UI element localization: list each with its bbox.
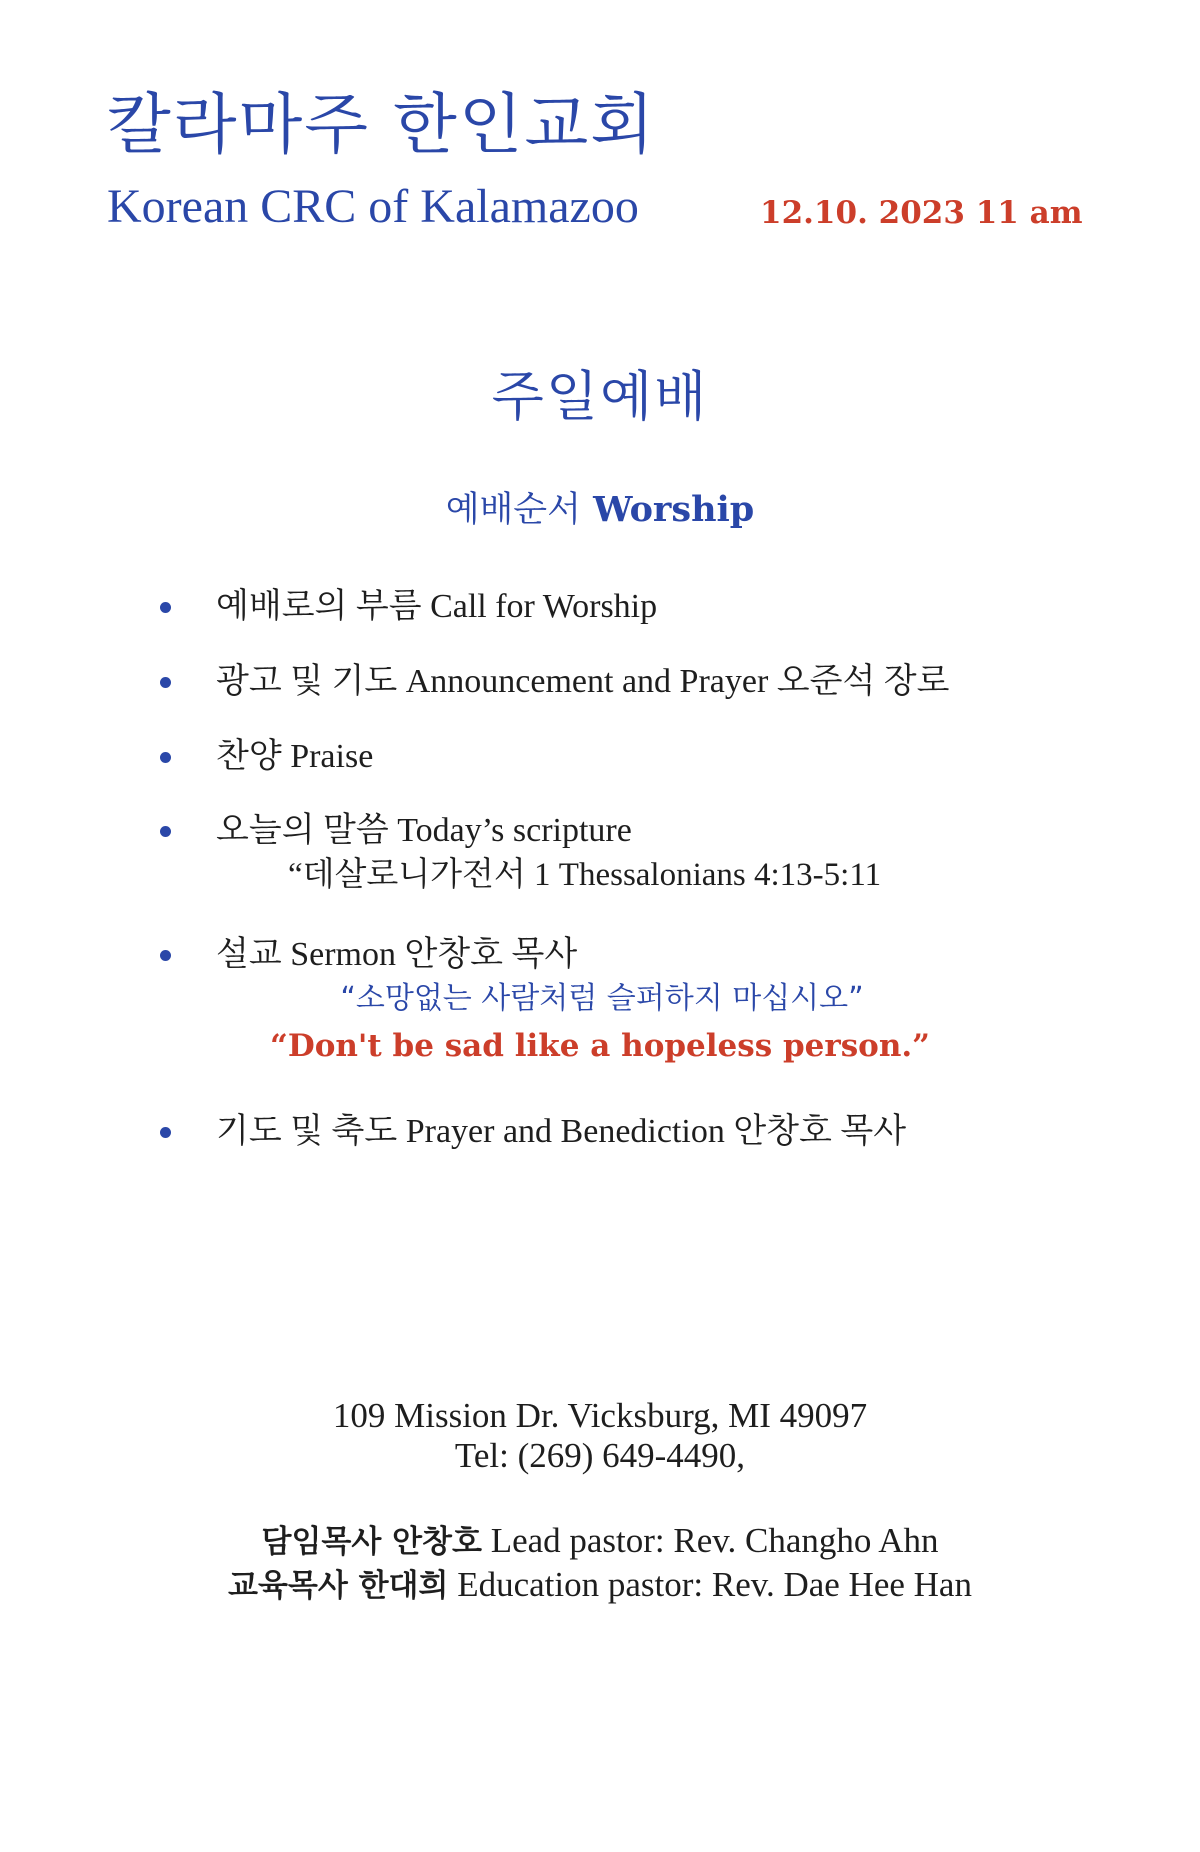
church-name-korean: 칼라마주 한인교회 [107,86,657,163]
list-item-text: 기도 및 축도 Prayer and Benediction 안창호 목사 [216,1113,907,1150]
order-heading-english: Worship [593,489,755,530]
list-item-text: 찬양 Praise [216,738,374,775]
bullet-icon [160,1127,171,1138]
service-date: 12.10. 2023 11 am [760,195,1083,231]
order-of-worship-heading [0,489,1200,530]
bullet-icon [160,677,171,688]
bullet-icon [160,752,171,763]
church-phone: Tel: (269) 649-4490, [454,1436,746,1475]
scripture-reference: “데살로니가전서 1 Thessalonians 4:13-5:11 [288,857,882,893]
service-title: 주일예배 [491,365,709,428]
lead-pastor-line [0,1523,1200,1558]
sermon-title-korean: “소망없는 사람처럼 슬퍼하지 마십시오” [340,981,864,1016]
church-name-english: Korean CRC of Kalamazoo [107,180,639,233]
list-item-text: 설교 Sermon 안창호 목사 [216,936,578,973]
lead-pastor-korean: 담임목사 안창호 [261,1524,482,1560]
bullet-icon [160,826,171,837]
list-item-text: 예배로의 부름 Call for Worship [216,588,658,625]
education-pastor-line [0,1567,1200,1602]
sermon-title-english: “Don't be sad like a hopeless person.” [270,1028,930,1064]
list-item-text: 오늘의 말씀 Today’s scripture [216,812,632,849]
education-pastor-korean: 교육목사 한대희 [228,1568,449,1604]
bullet-icon [160,950,171,961]
bullet-icon [160,602,171,613]
list-item-text: 광고 및 기도 Announcement and Prayer 오준석 장로 [216,663,950,700]
lead-pastor-english: Lead pastor: Rev. Changho Ahn [490,1521,939,1560]
education-pastor-english: Education pastor: Rev. Dae Hee Han [457,1565,972,1604]
order-heading-korean: 예배순서 [445,490,581,530]
church-address: 109 Mission Dr. Vicksburg, MI 49097 [332,1396,868,1435]
